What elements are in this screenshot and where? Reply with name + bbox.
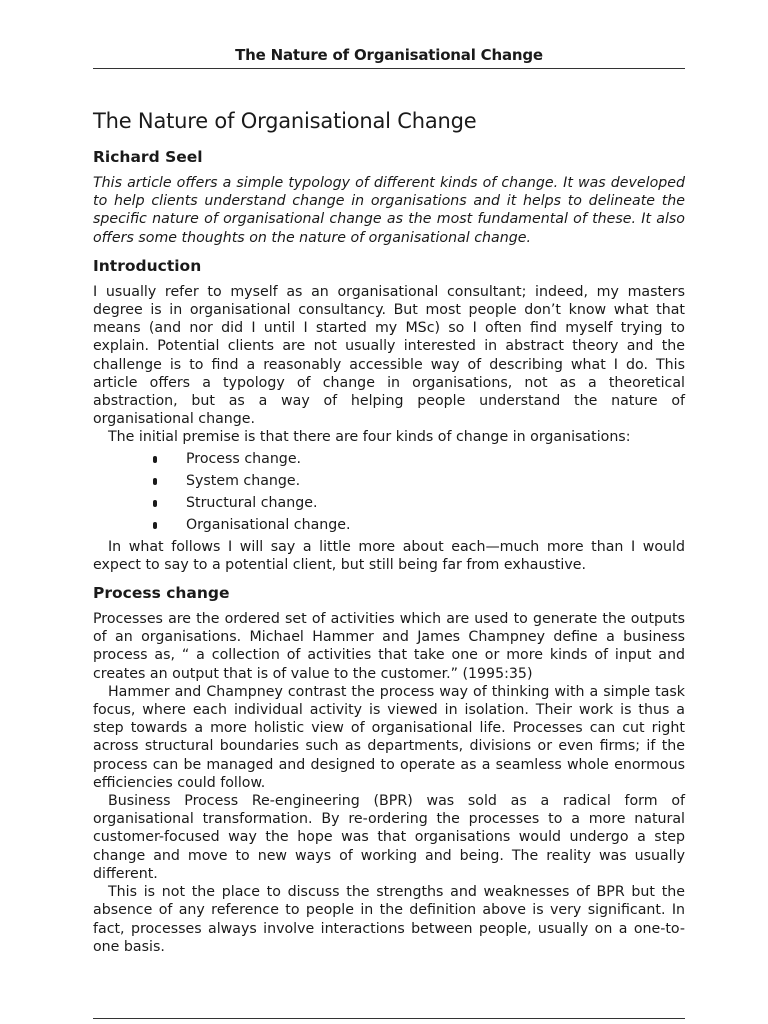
bullet-icon — [153, 456, 157, 463]
document-page — [93, 0, 685, 1024]
list-item — [93, 514, 685, 536]
list-item-label: Process change. — [186, 450, 302, 467]
change-kinds-list — [93, 448, 685, 536]
process-paragraph: Hammer and Champney contrast the process way of thinking with a simple task focus, where each individual activity is viewed in isolation. Their work is thus a step towards a more holistic view of organisational life. Processes can cut right across structural boundaries such as departments, divisions or even firms; if the process can be managed and designed to operate as a seamless whole enormous efficiencies could follow. — [93, 683, 685, 791]
list-item-label: System change. — [186, 472, 301, 489]
intro-paragraph: In what follows I will say a little more about each—much more than I would expect to say to a potential client, but still being far from exhaustive. — [93, 538, 685, 573]
list-item-label: Organisational change. — [186, 516, 351, 533]
article-body — [93, 106, 685, 956]
article-title: The Nature of Organisational Change — [93, 109, 477, 133]
process-paragraph: Business Process Re-engineering (BPR) was sold as a radical form of organisational transformation. By re-ordering the processes to a more natural customer-focused way the hope was that organisations would undergo a step change and move to new ways of working and being. The reality was usually different. — [93, 793, 685, 882]
list-item — [93, 470, 685, 492]
list-item — [93, 448, 685, 470]
section-heading-process-change: Process change — [93, 584, 230, 603]
article-abstract: This article offers a simple typology of different kinds of change. It was developed to help clients understand change in organisations and it helps to delineate the specific nature of organisational change as the most fundamental of these. It also offers some thoughts on the nature of organisational change. — [93, 175, 685, 246]
article-author: Richard Seel — [93, 148, 203, 166]
running-header: The Nature of Organisational Change — [235, 46, 543, 64]
footer-divider — [93, 1018, 685, 1019]
header-divider — [93, 68, 685, 69]
process-paragraph: Processes are the ordered set of activities which are used to generate the outputs of an organisations. Michael Hammer and James Champney define a business process as, “ a collection of activities that take one or more kinds of input and creates an output that is of value to the customer.” (1995:35) — [93, 611, 685, 682]
bullet-icon — [153, 500, 157, 507]
bullet-icon — [153, 478, 157, 485]
process-paragraph: This is not the place to discuss the strengths and weaknesses of BPR but the absence of any reference to people in the definition above is very significant. In fact, processes always involve interactions between people, usually on a one-to-one basis. — [93, 884, 685, 955]
list-item-label: Structural change. — [186, 494, 318, 511]
section-heading-introduction: Introduction — [93, 256, 202, 275]
list-item — [93, 492, 685, 514]
intro-paragraph: The initial premise is that there are four kinds of change in organisations: — [108, 429, 631, 446]
intro-paragraph: I usually refer to myself as an organisational consultant; indeed, my masters degree is in organisational consultancy. But most people don’t know what that means (and nor did I until I started my MSc) so I often find myself trying to explain. Potential clients are not usually interested in abstract theory and the challenge is to find a reasonably accessible way of describing what I do. This article offers a typology of change in organisations, not as a theoretical abstraction, but as a way of helping people understand the nature of organisational change. — [93, 283, 685, 428]
bullet-icon — [153, 522, 157, 529]
